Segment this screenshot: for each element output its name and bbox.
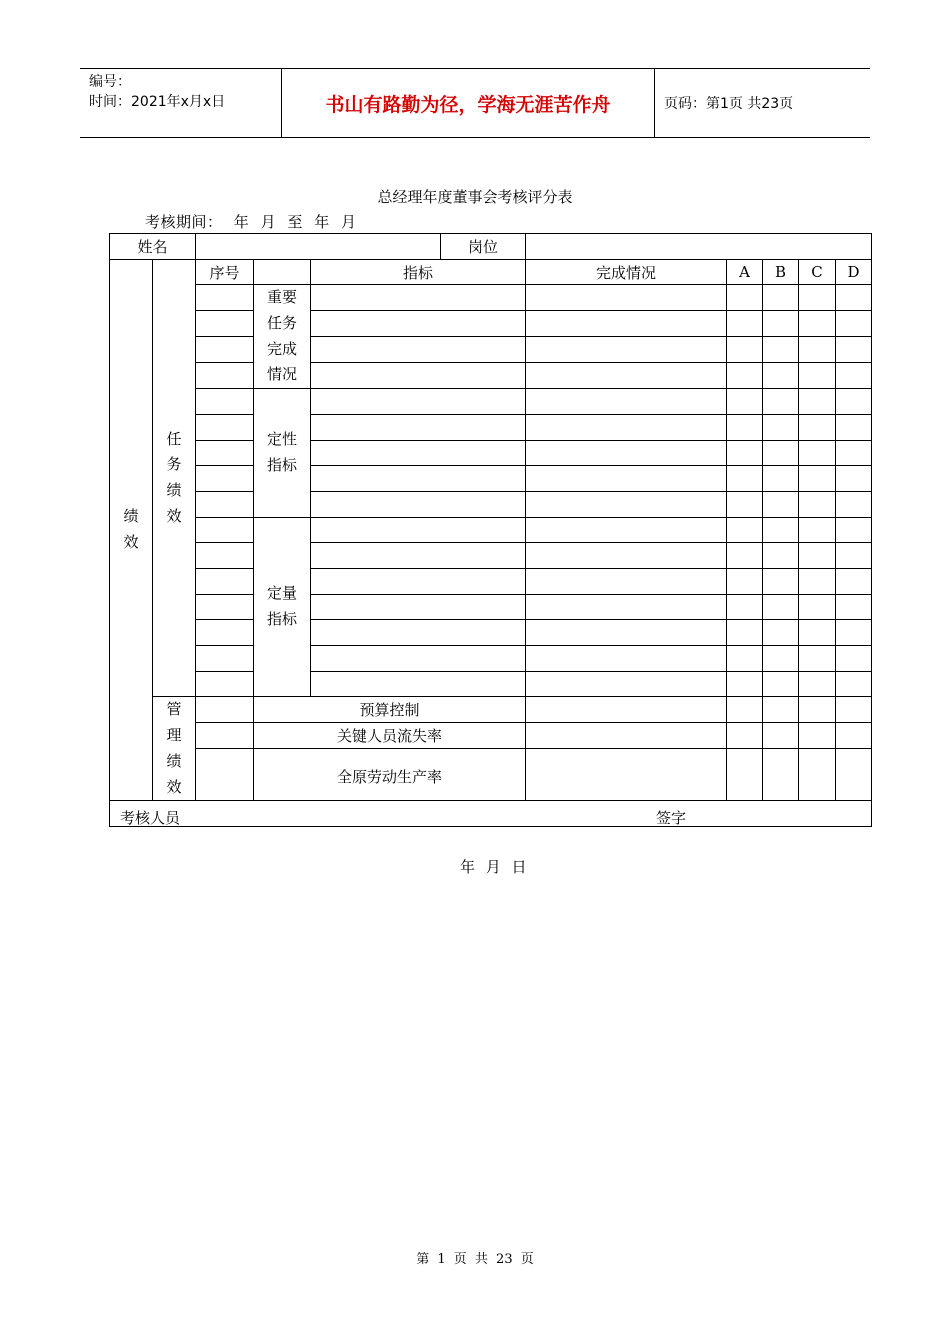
seq-header: 序号 — [196, 259, 254, 285]
page-footer: 第 1 页 共 23 页 — [416, 1252, 534, 1267]
indicator-header: 指标 — [311, 259, 526, 285]
completion-cell[interactable] — [526, 363, 727, 389]
completion-cell[interactable] — [526, 517, 727, 543]
table-row — [110, 466, 872, 492]
grade-cell[interactable] — [836, 569, 872, 595]
grade-cell[interactable] — [836, 646, 872, 672]
grade-cell[interactable] — [763, 697, 799, 723]
grade-cell[interactable] — [799, 723, 836, 749]
indicator-cell[interactable] — [311, 620, 526, 646]
grade-cell[interactable] — [799, 671, 836, 697]
indicator-cell[interactable] — [311, 389, 526, 415]
mgmt-item-budget: 预算控制 — [254, 697, 526, 723]
table-row — [110, 440, 872, 466]
category-header — [254, 259, 311, 285]
seq-cell[interactable] — [196, 569, 254, 595]
seq-cell[interactable] — [196, 285, 254, 311]
grade-cell[interactable] — [763, 440, 799, 466]
review-period — [145, 211, 363, 232]
completion-cell[interactable] — [526, 491, 727, 517]
indicator-cell[interactable] — [311, 569, 526, 595]
indicator-cell[interactable] — [311, 466, 526, 492]
page-header — [80, 68, 870, 138]
period-label: 考核期间： — [145, 213, 223, 231]
table-row — [110, 697, 872, 723]
seq-cell[interactable] — [196, 697, 254, 723]
grade-cell[interactable] — [836, 748, 872, 800]
grade-cell[interactable] — [799, 569, 836, 595]
completion-cell[interactable] — [526, 723, 727, 749]
seq-cell[interactable] — [196, 414, 254, 440]
seq-cell[interactable] — [196, 620, 254, 646]
period-to: 至 — [287, 213, 303, 231]
grade-cell[interactable] — [727, 569, 763, 595]
completion-header: 完成情况 — [526, 259, 727, 285]
seq-cell[interactable] — [196, 646, 254, 672]
position-label: 岗位 — [441, 234, 526, 260]
task-perf-label: 任 务 绩 效 — [153, 259, 196, 697]
grade-cell[interactable] — [799, 491, 836, 517]
completion-cell[interactable] — [526, 389, 727, 415]
grade-cell[interactable] — [799, 646, 836, 672]
grade-cell[interactable] — [727, 491, 763, 517]
grade-a-header: A — [727, 259, 763, 285]
grade-cell[interactable] — [727, 517, 763, 543]
grade-c-header: C — [799, 259, 836, 285]
grade-cell[interactable] — [799, 389, 836, 415]
grade-cell[interactable] — [727, 389, 763, 415]
grade-cell[interactable] — [763, 311, 799, 337]
grade-cell[interactable] — [836, 671, 872, 697]
grade-cell[interactable] — [836, 311, 872, 337]
grade-cell[interactable] — [836, 594, 872, 620]
grade-cell[interactable] — [799, 285, 836, 311]
grade-cell[interactable] — [763, 569, 799, 595]
seq-cell[interactable] — [196, 517, 254, 543]
reviewer-label: 考核人员 — [120, 809, 181, 828]
seq-cell[interactable] — [196, 748, 254, 800]
completion-cell[interactable] — [526, 466, 727, 492]
grade-cell[interactable] — [836, 697, 872, 723]
table-row — [110, 337, 872, 363]
seq-cell[interactable] — [196, 491, 254, 517]
grade-cell[interactable] — [727, 543, 763, 569]
grade-cell[interactable] — [727, 285, 763, 311]
table-row — [110, 748, 872, 771]
grade-cell[interactable] — [799, 697, 836, 723]
perf-label: 绩 效 — [110, 259, 153, 801]
grade-cell[interactable] — [763, 285, 799, 311]
table-row — [110, 389, 872, 415]
grade-cell[interactable] — [763, 414, 799, 440]
grade-cell[interactable] — [727, 723, 763, 749]
header-motto: 书山有路勤为径，学海无涯苦作舟 — [281, 69, 655, 137]
number-label: 编号： — [89, 74, 131, 90]
grade-cell[interactable] — [836, 389, 872, 415]
indicator-cell[interactable] — [311, 337, 526, 363]
mgmt-perf-label: 管 理 绩 效 — [153, 697, 196, 801]
signature-cell[interactable] — [110, 801, 872, 877]
table-row — [110, 517, 872, 543]
indicator-cell[interactable] — [311, 517, 526, 543]
seq-cell[interactable] — [196, 594, 254, 620]
grade-cell[interactable] — [799, 620, 836, 646]
name-row — [110, 234, 872, 260]
period-start-year: 年 — [233, 213, 250, 231]
grade-cell[interactable] — [763, 723, 799, 749]
grade-cell[interactable] — [727, 414, 763, 440]
grade-cell[interactable] — [836, 620, 872, 646]
completion-cell[interactable] — [526, 543, 727, 569]
grade-cell[interactable] — [727, 671, 763, 697]
seq-cell[interactable] — [196, 440, 254, 466]
completion-cell[interactable] — [526, 748, 727, 800]
completion-cell[interactable] — [526, 440, 727, 466]
mgmt-item-turnover: 关键人员流失率 — [254, 723, 526, 749]
grade-b-header: B — [763, 259, 799, 285]
sign-label: 签字 — [656, 809, 687, 828]
grade-cell[interactable] — [727, 748, 763, 800]
grade-cell[interactable] — [836, 285, 872, 311]
grade-cell[interactable] — [727, 697, 763, 723]
seq-cell[interactable] — [196, 466, 254, 492]
table-row — [110, 285, 872, 311]
grade-cell[interactable] — [799, 337, 836, 363]
table-row — [110, 491, 872, 517]
table-row — [110, 646, 872, 672]
grade-cell[interactable] — [763, 517, 799, 543]
seq-cell[interactable] — [196, 543, 254, 569]
grade-cell[interactable] — [836, 723, 872, 749]
grade-cell[interactable] — [763, 491, 799, 517]
indicator-cell[interactable] — [311, 646, 526, 672]
time-label: 时间：2021年x月x日 — [89, 94, 226, 110]
table-row — [110, 620, 872, 646]
indicator-cell[interactable] — [311, 414, 526, 440]
grade-cell[interactable] — [836, 337, 872, 363]
grade-cell[interactable] — [799, 748, 836, 800]
table-row — [110, 569, 872, 595]
grade-cell[interactable] — [799, 414, 836, 440]
grade-cell[interactable] — [836, 414, 872, 440]
period-end-year: 年 — [314, 213, 330, 231]
grade-d-header: D — [836, 259, 872, 285]
indicator-cell[interactable] — [311, 594, 526, 620]
indicator-cell[interactable] — [311, 285, 526, 311]
form-title: 总经理年度董事会考核评分表 — [377, 188, 573, 206]
grade-cell[interactable] — [836, 543, 872, 569]
table-row — [110, 311, 872, 337]
signature-row — [110, 801, 872, 827]
indicator-cell[interactable] — [311, 311, 526, 337]
table-row — [110, 414, 872, 440]
indicator-cell[interactable] — [311, 363, 526, 389]
grade-cell[interactable] — [763, 363, 799, 389]
grade-cell[interactable] — [836, 491, 872, 517]
seq-cell[interactable] — [196, 311, 254, 337]
grade-cell[interactable] — [836, 363, 872, 389]
grade-cell[interactable] — [799, 543, 836, 569]
seq-cell[interactable] — [196, 723, 254, 749]
grade-cell[interactable] — [727, 311, 763, 337]
grade-cell[interactable] — [799, 311, 836, 337]
grade-cell[interactable] — [763, 620, 799, 646]
completion-cell[interactable] — [526, 311, 727, 337]
seq-cell[interactable] — [196, 337, 254, 363]
grade-cell[interactable] — [727, 337, 763, 363]
period-start-month: 月 — [260, 213, 277, 231]
completion-cell[interactable] — [526, 285, 727, 311]
completion-cell[interactable] — [526, 620, 727, 646]
quantitative-label: 定量 指标 — [254, 517, 311, 697]
grade-cell[interactable] — [727, 363, 763, 389]
grade-cell[interactable] — [763, 646, 799, 672]
grade-cell[interactable] — [799, 594, 836, 620]
table-row — [110, 594, 872, 620]
grade-cell[interactable] — [727, 594, 763, 620]
grade-cell[interactable] — [763, 466, 799, 492]
grade-cell[interactable] — [727, 620, 763, 646]
key-task-label: 重要 任务 完成 情况 — [254, 285, 311, 389]
indicator-cell[interactable] — [311, 440, 526, 466]
column-header-row — [110, 259, 872, 285]
grade-cell[interactable] — [727, 440, 763, 466]
completion-cell[interactable] — [526, 414, 727, 440]
completion-cell[interactable] — [526, 569, 727, 595]
period-end-month: 月 — [340, 213, 357, 231]
indicator-cell[interactable] — [311, 491, 526, 517]
completion-cell[interactable] — [526, 337, 727, 363]
table-row — [110, 363, 872, 389]
seq-cell[interactable] — [196, 671, 254, 697]
table-row — [110, 543, 872, 569]
mgmt-item-productivity: 全原劳动生产率 — [254, 748, 526, 800]
grade-cell[interactable] — [836, 440, 872, 466]
grade-cell[interactable] — [763, 389, 799, 415]
header-page-code: 页码：第1页 共23页 — [664, 96, 794, 112]
seq-cell[interactable] — [196, 389, 254, 415]
grade-cell[interactable] — [799, 466, 836, 492]
evaluation-table — [109, 233, 872, 877]
completion-cell[interactable] — [526, 697, 727, 723]
grade-cell[interactable] — [799, 517, 836, 543]
name-label: 姓名 — [110, 234, 196, 260]
name-field[interactable] — [196, 234, 441, 260]
date-label: 年 月 日 — [460, 858, 527, 877]
qualitative-label: 定性 指标 — [254, 389, 311, 517]
grade-cell[interactable] — [727, 646, 763, 672]
grade-cell[interactable] — [799, 363, 836, 389]
table-row — [110, 723, 872, 749]
indicator-cell[interactable] — [311, 543, 526, 569]
seq-cell[interactable] — [196, 363, 254, 389]
grade-cell[interactable] — [763, 594, 799, 620]
grade-cell[interactable] — [763, 543, 799, 569]
grade-cell[interactable] — [763, 671, 799, 697]
table-row — [110, 671, 872, 697]
position-field[interactable] — [526, 234, 872, 260]
completion-cell[interactable] — [526, 671, 727, 697]
completion-cell[interactable] — [526, 646, 727, 672]
grade-cell[interactable] — [799, 440, 836, 466]
grade-cell[interactable] — [836, 466, 872, 492]
grade-cell[interactable] — [836, 517, 872, 543]
indicator-cell[interactable] — [311, 671, 526, 697]
completion-cell[interactable] — [526, 594, 727, 620]
header-meta — [80, 69, 280, 137]
grade-cell[interactable] — [763, 748, 799, 800]
grade-cell[interactable] — [727, 466, 763, 492]
grade-cell[interactable] — [763, 337, 799, 363]
